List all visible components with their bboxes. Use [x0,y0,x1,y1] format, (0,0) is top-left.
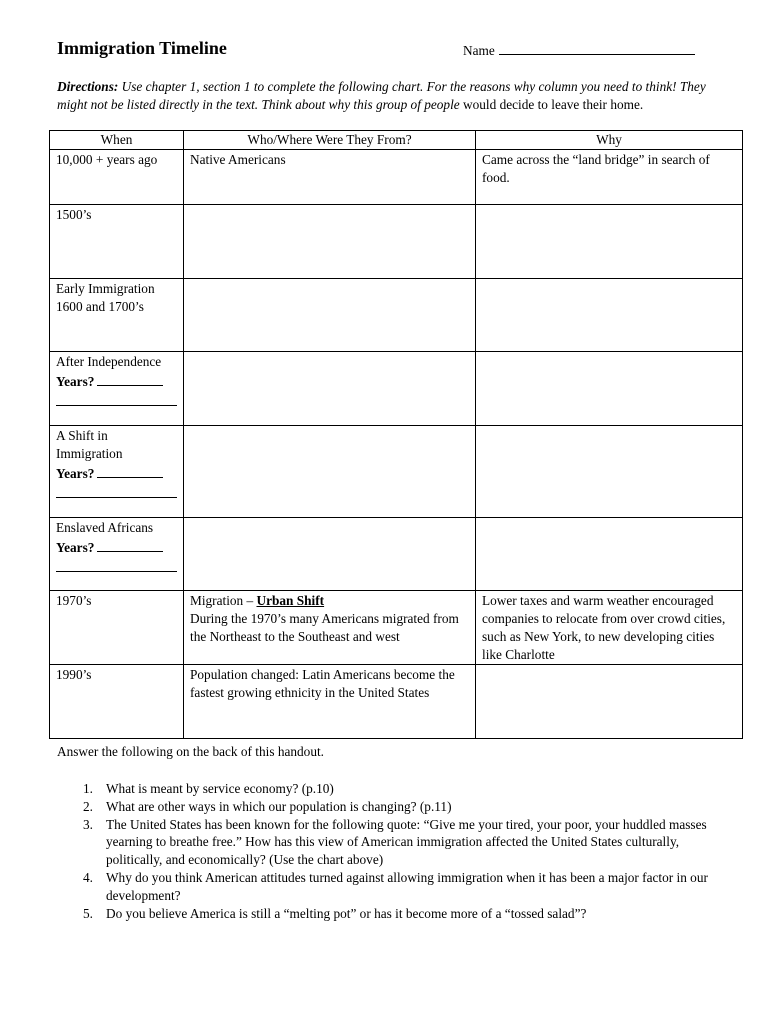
years-blank-long[interactable] [56,483,177,498]
header-when: When [50,131,184,150]
years-blank-long[interactable] [56,557,177,572]
years-line [56,537,177,557]
when-cell: 1970’s [50,591,184,665]
when-cell [50,518,184,591]
why-cell: Lower taxes and warm weather encouraged companies to relocate from over crowd cities, such as New York, to new developing cities like Charlotte [476,591,743,665]
table-row [50,352,743,426]
directions [57,78,725,113]
years-label: Years? [56,540,95,555]
table-row [50,205,743,279]
years-line [56,371,177,391]
question-number: 4. [83,869,93,885]
years-line [56,463,177,483]
page-title: Immigration Timeline [57,38,227,58]
list-item [57,905,727,923]
who-cell[interactable] [184,205,476,279]
question-number: 5. [83,905,93,921]
when-line: A Shift in [56,428,108,443]
header-why: Why [476,131,743,150]
when-line: Early Immigration [56,281,155,296]
who-emphasis: Urban Shift [256,593,325,608]
when-line: After Independence [56,354,162,369]
why-cell[interactable] [476,352,743,426]
when-cell [50,279,184,352]
answer-instructions: Answer the following on the back of this handout. [57,744,324,759]
table-row [50,279,743,352]
years-label: Years? [56,466,95,481]
who-cell: Native Americans [184,150,476,205]
table-header-row [50,131,743,150]
who-cell [184,591,476,665]
when-cell [50,352,184,426]
question-text: Do you believe America is still a “melting pot” or has it become more of a “tossed salad”? [106,905,587,921]
table-row [50,150,743,205]
list-item [57,780,727,798]
question-text: What are other ways in which our population is changing? (p.11) [106,798,452,814]
list-item [57,816,727,869]
when-cell: 1990’s [50,665,184,739]
who-heading [190,592,469,610]
why-cell: Came across the “land bridge” in search of food. [476,150,743,205]
question-text: What is meant by service economy? (p.10) [106,781,334,796]
question-list [57,780,727,922]
question-number: 3. [83,816,93,832]
table-row [50,591,743,665]
question-number: 2. [83,798,93,814]
why-cell[interactable] [476,426,743,518]
table-row [50,665,743,739]
when-line: Enslaved Africans [56,520,154,535]
who-cell: Population changed: Latin Americans become the fastest growing ethnicity in the United States [184,665,476,739]
question-number: 1. [83,781,93,796]
table-row [50,426,743,518]
who-cell[interactable] [184,426,476,518]
who-cell[interactable] [184,352,476,426]
immigration-chart [49,130,743,739]
why-cell[interactable] [476,518,743,591]
who-cell[interactable] [184,279,476,352]
table-row [50,518,743,591]
when-line: Immigration [56,446,123,461]
question-text: The United States has been known for the following quote: “Give me your tired, your poor, your huddled masses yearning to breathe free.” How has this view of American immigration affected the United States culturally, politically, and economically? (Use the chart above) [106,816,707,868]
when-cell [50,426,184,518]
name-blank-line[interactable] [499,40,695,55]
directions-plain-text: would decide to leave their home. [459,96,644,112]
who-detail: During the 1970’s many Americans migrated from the Northeast to the Southeast and west [190,611,459,644]
years-label: Years? [56,374,95,389]
years-blank-long[interactable] [56,391,177,406]
name-field[interactable] [463,40,695,60]
list-item [57,798,727,816]
who-cell[interactable] [184,518,476,591]
question-text: Why do you think American attitudes turned against allowing immigration when it has been a major factor in our development? [106,869,708,903]
when-cell: 10,000 + years ago [50,150,184,205]
why-cell[interactable] [476,205,743,279]
directions-label: Directions: [57,79,119,94]
name-label: Name [463,43,495,58]
years-blank[interactable] [97,463,163,478]
header-who: Who/Where Were They From? [184,131,476,150]
why-cell[interactable] [476,665,743,739]
years-blank[interactable] [97,371,163,386]
why-cell[interactable] [476,279,743,352]
who-prefix: Migration – [190,593,257,608]
years-blank[interactable] [97,537,163,552]
when-cell: 1500’s [50,205,184,279]
directions-italic-text: Use chapter 1, section 1 to complete the following chart. For the reasons why column you need to think! They might not be listed directly in the text. Think about why this group of people [57,79,706,112]
list-item [57,869,727,905]
when-line: 1600 and 1700’s [56,299,144,314]
